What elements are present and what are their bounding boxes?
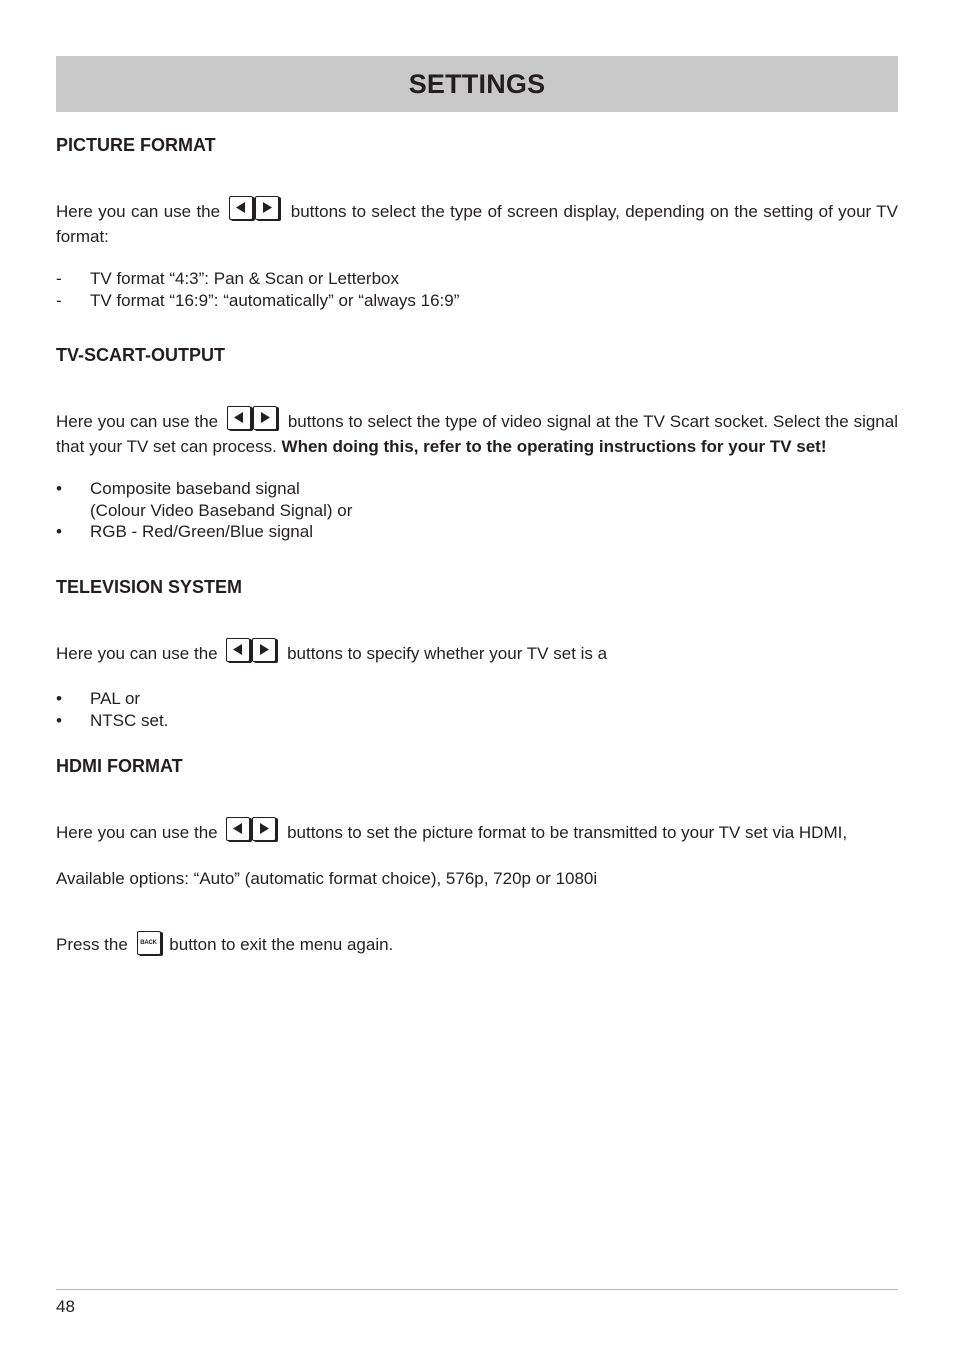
left-arrow-button-icon [226, 817, 250, 841]
exit-paragraph: Press the BACK button to exit the menu again. [56, 931, 898, 956]
tv-scart-paragraph: Here you can use the buttons to select the type of video signal at the TV Scart socket. Select the signal that your TV set can process. When doing this, refer to the operating instructions for your TV set! [56, 406, 898, 457]
right-arrow-button-icon [252, 638, 276, 662]
section-heading-tv-scart-output: TV-SCART-OUTPUT [56, 345, 225, 365]
hdmi-paragraph: Here you can use the buttons to set the picture format to be transmitted to your TV set via HDMI, [56, 817, 898, 847]
tv-system-list [56, 688, 898, 731]
left-arrow-button-icon [229, 196, 253, 220]
list-item: - TV format “16:9”: “automatically” or “always 16:9” [56, 290, 460, 310]
title-bar [56, 56, 898, 112]
picture-format-list [56, 268, 898, 311]
list-item: • RGB - Red/Green/Blue signal [56, 522, 313, 541]
picture-format-paragraph: Here you can use the buttons to select the type of screen display, depending on the setting of your TV format: [56, 196, 898, 247]
right-arrow-button-icon [252, 817, 276, 841]
page-number: 48 [56, 1297, 75, 1316]
section-heading-picture-format: PICTURE FORMAT [56, 135, 216, 155]
back-button-icon: BACK [137, 931, 161, 955]
page-title: SETTINGS [408, 68, 546, 99]
list-item: • Composite baseband signal [56, 479, 300, 498]
list-item: • PAL or [56, 689, 141, 708]
footer-divider [56, 1289, 898, 1290]
list-item: - TV format “4:3”: Pan & Scan or Letterbox [56, 269, 399, 288]
tv-system-paragraph: Here you can use the buttons to specify whether your TV set is a [56, 638, 898, 668]
tv-scart-list [56, 478, 898, 543]
arrow-buttons [226, 638, 278, 668]
content [56, 134, 898, 956]
right-arrow-button-icon [253, 406, 277, 430]
section-heading-television-system: TELEVISION SYSTEM [56, 576, 243, 597]
arrow-buttons [226, 817, 278, 847]
hdmi-options: Available options: “Auto” (automatic format choice), 576p, 720p or 1080i [56, 868, 598, 888]
left-arrow-button-icon [227, 406, 251, 430]
arrow-buttons [229, 196, 281, 226]
right-arrow-button-icon [255, 196, 279, 220]
arrow-buttons [227, 406, 279, 436]
list-item: • NTSC set. [56, 710, 169, 730]
section-heading-hdmi-format: HDMI FORMAT [56, 756, 183, 776]
left-arrow-button-icon [226, 638, 250, 662]
tv-scart-warning: When doing this, refer to the operating instructions for your TV set! [281, 436, 827, 456]
list-item: (Colour Video Baseband Signal) or [90, 500, 353, 520]
